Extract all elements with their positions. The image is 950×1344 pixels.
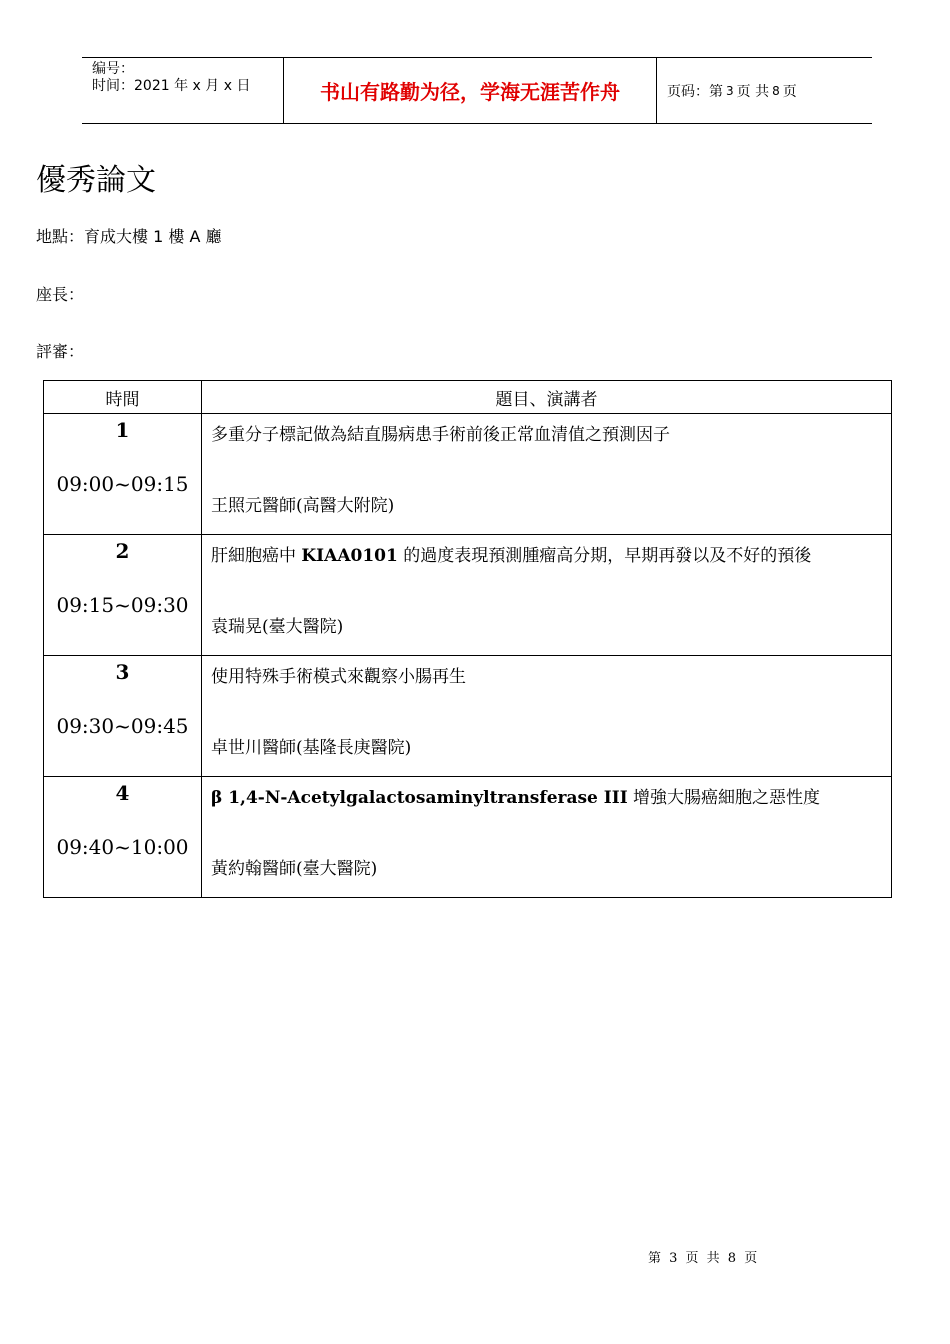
table-header-row bbox=[44, 381, 892, 414]
session-topic bbox=[211, 541, 811, 566]
topic-text: 肝細胞癌中 bbox=[211, 546, 302, 566]
table-row bbox=[44, 535, 892, 656]
page-mid: 页 共 bbox=[736, 83, 770, 100]
schedule-table bbox=[43, 380, 892, 898]
page-total: 8 bbox=[772, 83, 780, 98]
session-speaker: 袁瑞晃(臺大醫院) bbox=[211, 617, 344, 637]
judges-line: 評審： bbox=[36, 342, 85, 361]
session-number: 3 bbox=[115, 660, 130, 684]
topic-bold-term: β 1,4-N-Acetylgalactosaminyltransferase III bbox=[211, 788, 628, 808]
topic-text: 多重分子標記做為結直腸病患手術前後正常血清值之預測因子 bbox=[211, 425, 670, 445]
column-header-time: 時間 bbox=[44, 381, 202, 414]
session-number: 2 bbox=[115, 539, 130, 563]
session-time: 09:15~09:30 bbox=[56, 593, 189, 617]
session-topic bbox=[211, 783, 820, 808]
document-date-label: 时间：2021 年 x 月 x 日 bbox=[92, 78, 251, 94]
session-speaker: 王照元醫師(高醫大附院) bbox=[211, 496, 395, 516]
session-time: 09:00~09:15 bbox=[56, 472, 189, 496]
topic-text-after: 的過度表現預測腫瘤高分期，早期再發以及不好的預後 bbox=[397, 546, 812, 566]
session-topic bbox=[211, 420, 670, 445]
time-cell bbox=[44, 656, 202, 777]
table-row bbox=[44, 777, 892, 898]
session-topic bbox=[211, 662, 466, 687]
page-current: 3 bbox=[726, 83, 734, 98]
topic-cell bbox=[202, 414, 892, 535]
page-title: 優秀論文 bbox=[36, 163, 156, 198]
time-cell bbox=[44, 535, 202, 656]
session-speaker: 黃約翰醫師(臺大醫院) bbox=[211, 859, 378, 879]
column-header-topic: 題目、演講者 bbox=[202, 381, 892, 414]
session-number: 1 bbox=[115, 418, 130, 442]
header-motto: 书山有路勤为径，学海无涯苦作舟 bbox=[284, 58, 657, 123]
topic-text: 使用特殊手術模式來觀察小腸再生 bbox=[211, 667, 466, 687]
session-speaker: 卓世川醫師(基隆長庚醫院) bbox=[211, 738, 412, 758]
time-cell bbox=[44, 414, 202, 535]
location-line: 地點：育成大樓 1 樓 A 廳 bbox=[36, 227, 222, 246]
session-number: 4 bbox=[115, 781, 130, 805]
topic-cell bbox=[202, 535, 892, 656]
page-suffix: 页 bbox=[782, 83, 797, 100]
session-time: 09:30~09:45 bbox=[56, 714, 189, 738]
header-page-indicator bbox=[657, 58, 872, 123]
header-info-cell bbox=[82, 58, 284, 123]
page-footer: 第 3 页 共 8 页 bbox=[648, 1251, 758, 1266]
chair-line: 座長： bbox=[36, 285, 85, 304]
document-number-label: 编号： bbox=[92, 61, 134, 77]
topic-cell bbox=[202, 777, 892, 898]
session-time: 09:40~10:00 bbox=[56, 835, 189, 859]
topic-text-after: 增強大腸癌細胞之惡性度 bbox=[627, 788, 821, 808]
table-row bbox=[44, 414, 892, 535]
page-header bbox=[82, 57, 872, 124]
time-cell bbox=[44, 777, 202, 898]
topic-bold-term: KIAA0101 bbox=[301, 546, 398, 566]
topic-cell bbox=[202, 656, 892, 777]
page-prefix: 页码：第 bbox=[667, 83, 723, 100]
table-row bbox=[44, 656, 892, 777]
